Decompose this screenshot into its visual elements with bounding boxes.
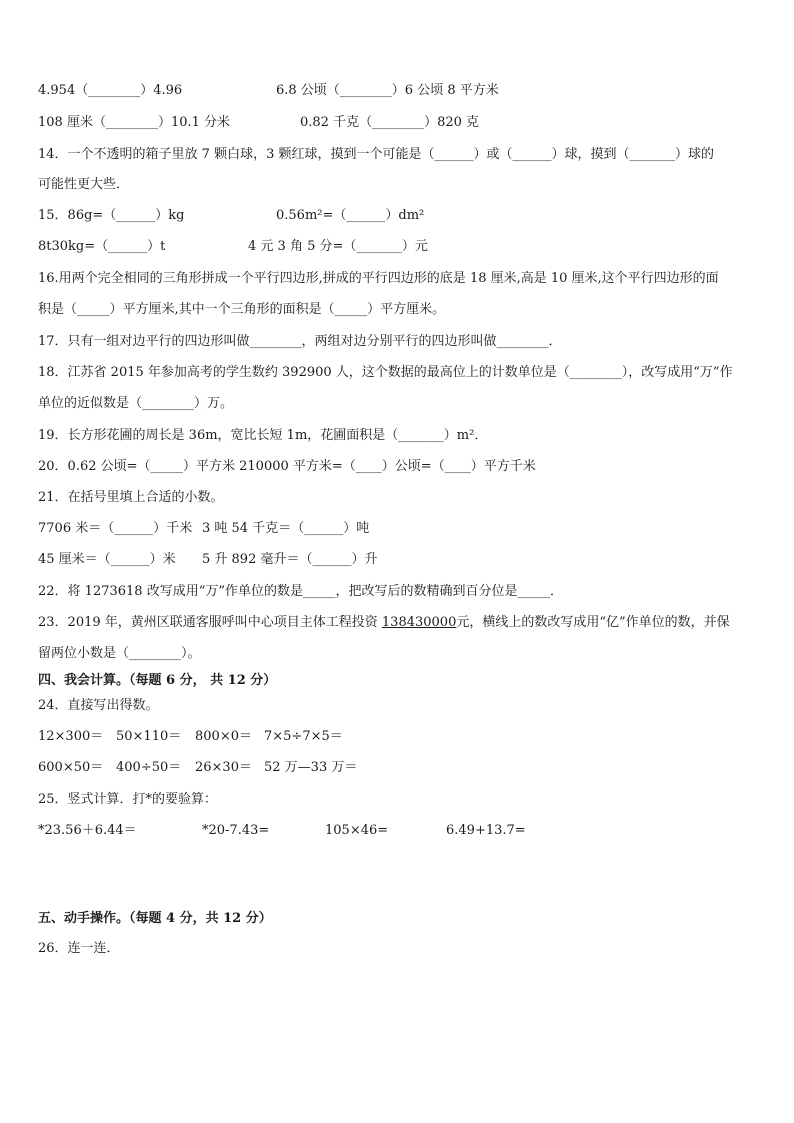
q21-item-a2: 3 吨 54 千克＝（______）吨 xyxy=(202,521,370,536)
q16-line1: 16.用两个完全相同的三角形拼成一个平行四边形,拼成的平行四边形的底是 18 厘米,高是 10 厘米,这个平行四边形的面 xyxy=(38,271,719,286)
q15-item-a2: 0.56m²=（______）dm² xyxy=(276,208,425,223)
q20-line1: 20．0.62 公顷=（_____）平方米 210000 平方米=（____）公顷=（____）平方千米 xyxy=(38,459,536,474)
q24-row2 xyxy=(38,759,358,777)
q25-item-2: *20-7.43= xyxy=(202,823,270,838)
q19-line1: 19．长方形花圃的周长是 36m，宽比长短 1m，花圃面积是（_______）m²． xyxy=(38,428,488,443)
q24-r1-c4: 7×5÷7×5＝ xyxy=(264,729,343,744)
q21-title: 21．在括号里填上合适的小数。 xyxy=(38,490,224,505)
q16-line2: 积是（_____）平方厘米,其中一个三角形的面积是（_____）平方厘米。 xyxy=(38,302,446,317)
q24-r1-c3: 800×0＝ xyxy=(195,729,252,744)
q23-post: 元，横线上的数改写成用“亿”作单位的数，并保 xyxy=(456,615,730,630)
q13-item-b1: 108 厘米（________）10.1 分米 xyxy=(38,115,231,130)
q13-row2 xyxy=(38,114,480,132)
q24-row1 xyxy=(38,728,343,746)
q25-item-1: *23.56＋6.44＝ xyxy=(38,823,137,838)
q25-item-3: 105×46= xyxy=(325,823,389,838)
q25-items xyxy=(38,822,526,840)
q14-line2: 可能性更大些． xyxy=(38,177,130,192)
q23-line1 xyxy=(38,614,730,632)
q24-r1-c2: 50×110＝ xyxy=(116,729,182,744)
q15-row2 xyxy=(38,238,428,256)
q24-r2-c3: 26×30＝ xyxy=(195,760,252,775)
q13-item-b2: 0.82 千克（________）820 克 xyxy=(300,115,480,130)
q24-r2-c4: 52 万—33 万＝ xyxy=(264,760,358,775)
q24-title: 24．直接写出得数。 xyxy=(38,698,159,713)
q13-item-a2: 6.8 公顷（________）6 公顷 8 平方米 xyxy=(276,83,499,98)
q13-item-a1: 4.954（________）4.96 xyxy=(38,83,183,98)
q23-underlined-number: 138430000 xyxy=(381,615,457,630)
q24-r2-c2: 400÷50＝ xyxy=(116,760,182,775)
q17-line1: 17．只有一组对边平行的四边形叫做________，两组对边分别平行的四边形叫做________． xyxy=(38,334,562,349)
q21-item-a1: 7706 米＝（______）千米 xyxy=(38,521,193,536)
q15-row1 xyxy=(38,207,425,225)
q21-item-b2: 5 升 892 毫升＝（______）升 xyxy=(202,552,378,567)
q25-item-4: 6.49+13.7= xyxy=(446,823,526,838)
q25-title: 25．竖式计算．打*的要验算： xyxy=(38,792,218,807)
q23-pre: 23．2019 年，黄州区联通客服呼叫中心项目主体工程投资 xyxy=(38,615,382,630)
q14-line1: 14．一个不透明的箱子里放 7 颗白球，3 颗红球，摸到一个可能是（______）或（______）球，摸到（_______）球的 xyxy=(38,147,714,162)
q18-line1: 18．江苏省 2015 年参加高考的学生数约 392900 人，这个数据的最高位上的计数单位是（________），改写成用“万”作 xyxy=(38,365,733,380)
q24-r2-c1: 600×50＝ xyxy=(38,760,104,775)
q24-r1-c1: 12×300＝ xyxy=(38,729,104,744)
section4-heading: 四、我会计算。（每题 6 分， 共 12 分） xyxy=(38,673,277,688)
q15-item-b2: 4 元 3 角 5 分=（_______）元 xyxy=(248,239,428,254)
q15-item-a1: 15．86g=（______）kg xyxy=(38,208,185,223)
q21-row2 xyxy=(38,551,378,569)
q18-line2: 单位的近似数是（________）万。 xyxy=(38,396,234,411)
q15-item-b1: 8t30kg=（______）t xyxy=(38,239,166,254)
q23-line2: 留两位小数是（________）。 xyxy=(38,646,201,661)
q22-line1: 22．将 1273618 改写成用“万”作单位的数是_____，把改写后的数精确到百分位是_____． xyxy=(38,584,563,599)
q13-row1 xyxy=(38,82,499,100)
q26-title: 26．连一连． xyxy=(38,941,120,956)
q21-item-b1: 45 厘米＝（______）米 xyxy=(38,552,176,567)
q21-row1 xyxy=(38,520,370,538)
section5-heading: 五、动手操作。（每题 4 分，共 12 分） xyxy=(38,911,272,926)
